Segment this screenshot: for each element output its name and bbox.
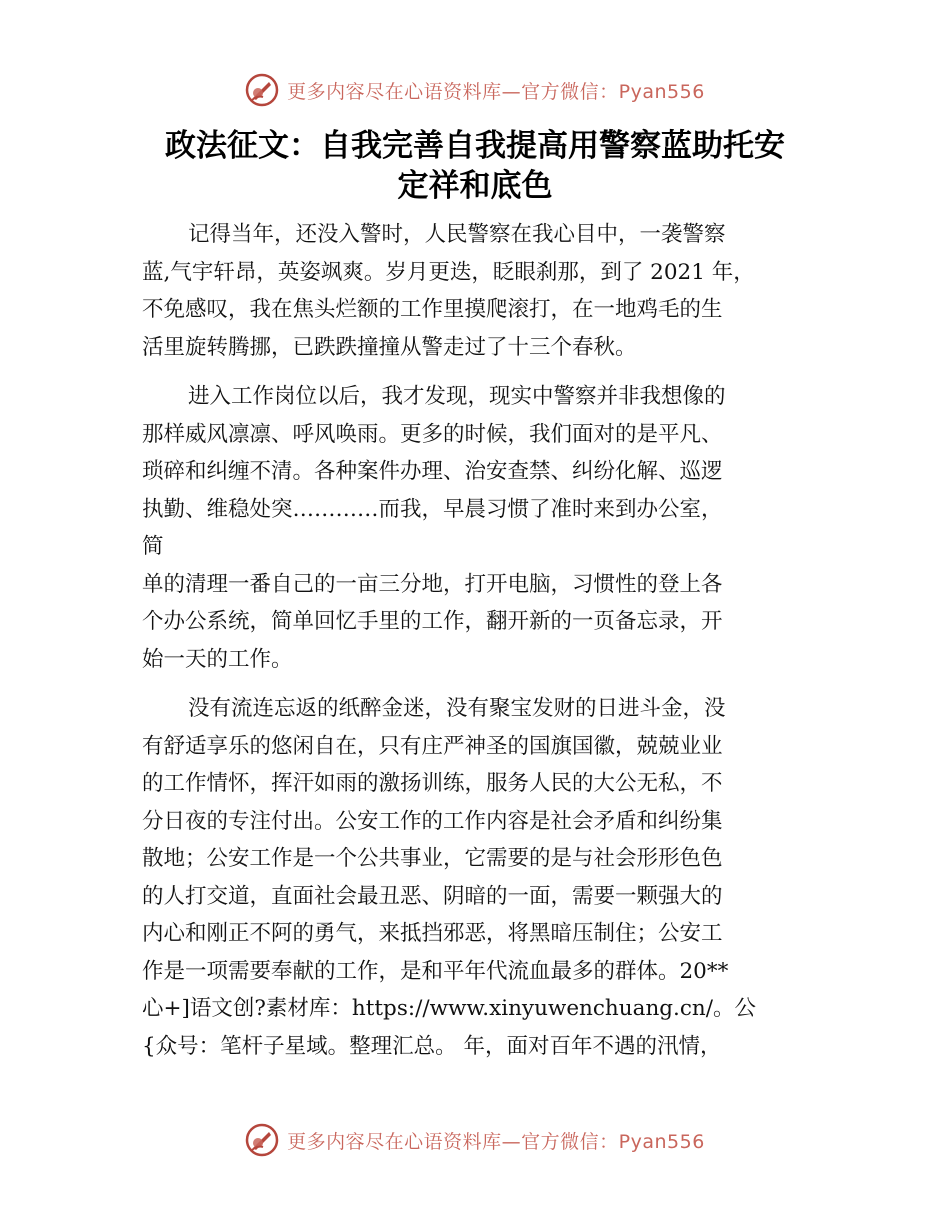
text-line: 不免感叹，我在焦头烂额的工作里摸爬滚打，在一地鸡毛的生 <box>142 297 723 322</box>
paragraph-1 <box>142 216 832 366</box>
page-title <box>60 126 890 206</box>
text-line: 琐碎和纠缠不清。各种案件办理、治安查禁、纠纷化解、巡逻 <box>142 459 723 484</box>
text-line: 分日夜的专注付出。公安工作的工作内容是社会矛盾和纠纷集 <box>142 808 723 834</box>
document-body <box>142 216 832 1077</box>
title-line-1: 政法征文：自我完善自我提高用警察蓝助托安 <box>165 128 785 164</box>
text-line: 蓝,气宇轩昂，英姿飒爽。岁月更迭，眨眼刹那，到了 2021 年， <box>142 259 755 285</box>
text-line: 没有流连忘返的纸醉金迷，没有聚宝发财的日进斗金，没 <box>188 696 726 721</box>
text-line: 记得当年，还没入警时，人民警察在我心目中，一袭警察 <box>188 222 726 247</box>
text-line: 执勤、维稳处突…………而我，早晨习惯了准时来到办公室， <box>142 496 723 522</box>
title-line-2: 定祥和底色 <box>397 168 553 204</box>
text-line: 作是一项需要奉献的工作，是和平年代流血最多的群体。20** <box>142 958 729 984</box>
text-line: 简 <box>142 534 164 559</box>
footer-banner-text: 更多内容尽在心语资料库—官方微信：Pyan556 <box>287 1130 705 1153</box>
text-line: 内心和刚正不阿的勇气，来抵挡邪恶，将黑暗压制住；公安工 <box>142 921 723 946</box>
quill-seal-icon <box>245 1123 279 1157</box>
text-line: 的人打交道，直面社会最丑恶、阴暗的一面，需要一颗强大的 <box>142 883 723 909</box>
text-line: 活里旋转腾挪，已跌跌撞撞从警走过了十三个春秋。 <box>142 334 637 360</box>
text-line: 单的清理一番自己的一亩三分地，打开电脑，习惯性的登上各 <box>142 571 723 597</box>
footer-banner <box>0 1120 950 1160</box>
text-line: 进入工作岗位以后，我才发现，现实中警察并非我想像的 <box>188 384 726 409</box>
paragraph-3 <box>142 690 832 1065</box>
text-line: 那样威风凛凛、呼风唤雨。更多的时候，我们面对的是平凡、 <box>142 421 723 447</box>
text-line: 的工作情怀，挥汗如雨的激扬训练，服务人民的大公无私，不 <box>142 771 723 796</box>
quill-seal-icon <box>245 73 279 107</box>
header-banner <box>0 70 950 110</box>
text-line: 始一天的工作。 <box>142 646 293 672</box>
text-line: 散地；公安工作是一个公共事业，它需要的是与社会形形色色 <box>142 846 723 871</box>
header-banner-text: 更多内容尽在心语资料库—官方微信：Pyan556 <box>287 80 705 103</box>
text-line: 个办公系统，简单回忆手里的工作，翻开新的一页备忘录，开 <box>142 609 723 634</box>
paragraph-2 <box>142 378 832 678</box>
text-line: 心+]语文创?素材库：https://www.xinyuwenchuang.cn/。公 <box>142 996 757 1021</box>
text-line: 有舒适享乐的悠闲自在，只有庄严神圣的国旗国徽，兢兢业业 <box>142 733 723 759</box>
text-line: {众号：笔杆子星域。整理汇总。 年，面对百年不遇的汛情， <box>142 1033 722 1059</box>
